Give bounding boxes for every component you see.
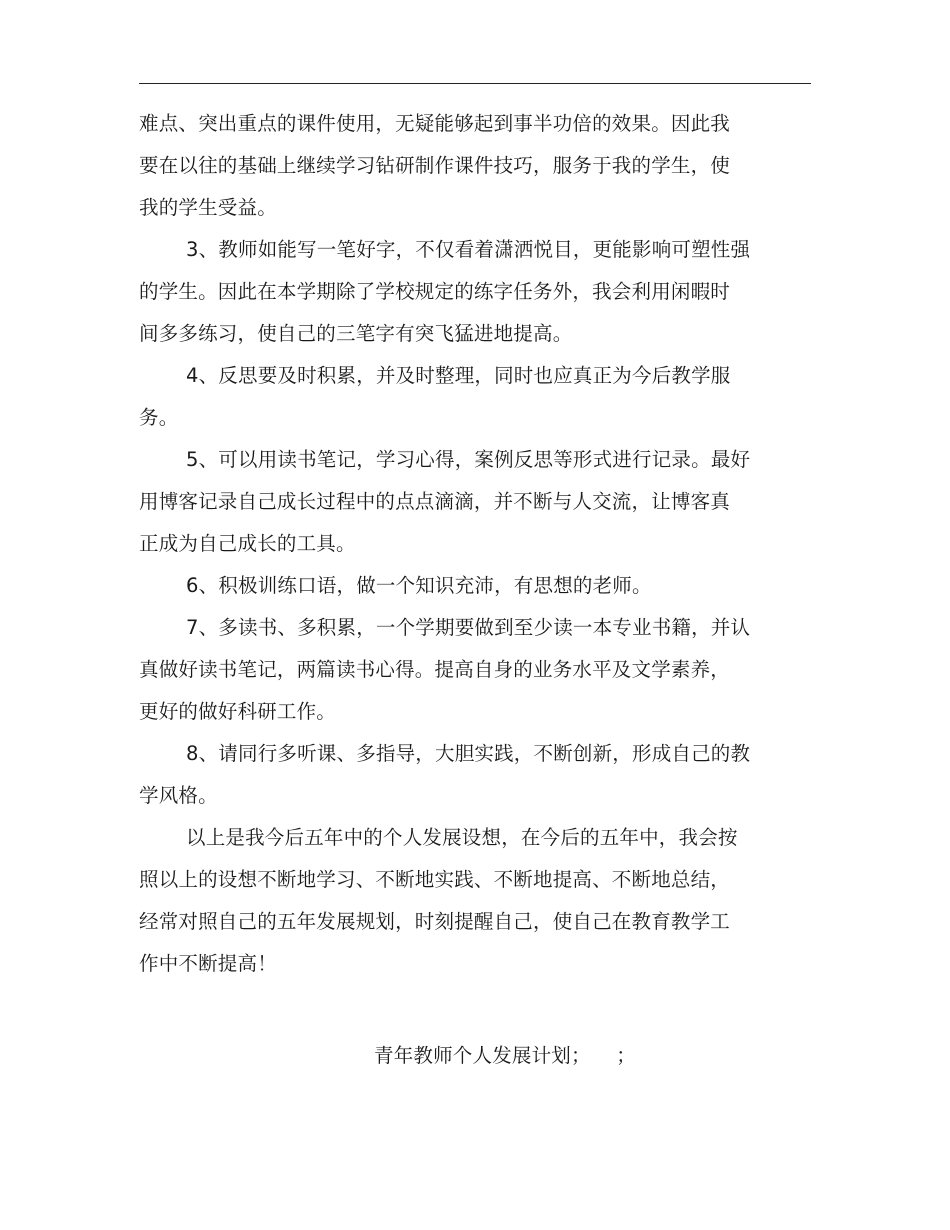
paragraph-line: 6、积极训练口语，做一个知识充沛，有思想的老师。	[186, 574, 652, 597]
paragraph-line: 3、教师如能写一笔好字，不仅看着潇洒悦目，更能影响可塑性强	[186, 238, 751, 261]
paragraph-line: 7、多读书、多积累，一个学期要做到至少读一本专业书籍，并认	[186, 616, 751, 639]
paragraph-line: 正成为自己成长的工具。	[139, 532, 356, 555]
paragraph-line: 务。	[139, 406, 179, 429]
paragraph-line: 4、反思要及时积累，并及时整理，同时也应真正为今后教学服	[186, 364, 731, 387]
paragraph-line: 真做好读书笔记，两篇读书心得。提高自身的业务水平及文学素养，	[139, 658, 731, 681]
paragraph-line: 学风格。	[139, 784, 218, 807]
paragraph-line: 以上是我今后五年中的个人发展设想，在今后的五年中，我会按	[186, 826, 738, 849]
paragraph-line: 作中不断提高！	[139, 952, 277, 975]
paragraph-line: 5、可以用读书笔记，学习心得，案例反思等形式进行记录。最好	[186, 448, 751, 471]
paragraph-line: 难点、突出重点的课件使用，无疑能够起到事半功倍的效果。因此我	[139, 112, 731, 135]
footer-title: 青年教师个人发展计划； ；	[374, 1044, 636, 1067]
paragraph-line: 要在以往的基础上继续学习钻研制作课件技巧，服务于我的学生，使	[139, 154, 731, 177]
paragraph-line: 8、请同行多听课、多指导，大胆实践，不断创新，形成自己的教	[186, 742, 751, 765]
document-body	[139, 103, 779, 985]
paragraph-line: 更好的做好科研工作。	[139, 700, 337, 723]
paragraph-line: 间多多练习，使自己的三笔字有突飞猛进地提高。	[139, 322, 573, 345]
paragraph-line: 的学生。因此在本学期除了学校规定的练字任务外，我会利用闲暇时	[139, 280, 731, 303]
paragraph-line: 我的学生受益。	[139, 196, 277, 219]
paragraph-line: 经常对照自己的五年发展规划，时刻提醒自己，使自己在教育教学工	[139, 910, 731, 933]
header-rule	[139, 83, 811, 84]
paragraph-line: 照以上的设想不断地学习、不断地实践、不断地提高、不断地总结，	[139, 868, 731, 891]
paragraph-line: 用博客记录自己成长过程中的点点滴滴，并不断与人交流，让博客真	[139, 490, 731, 513]
